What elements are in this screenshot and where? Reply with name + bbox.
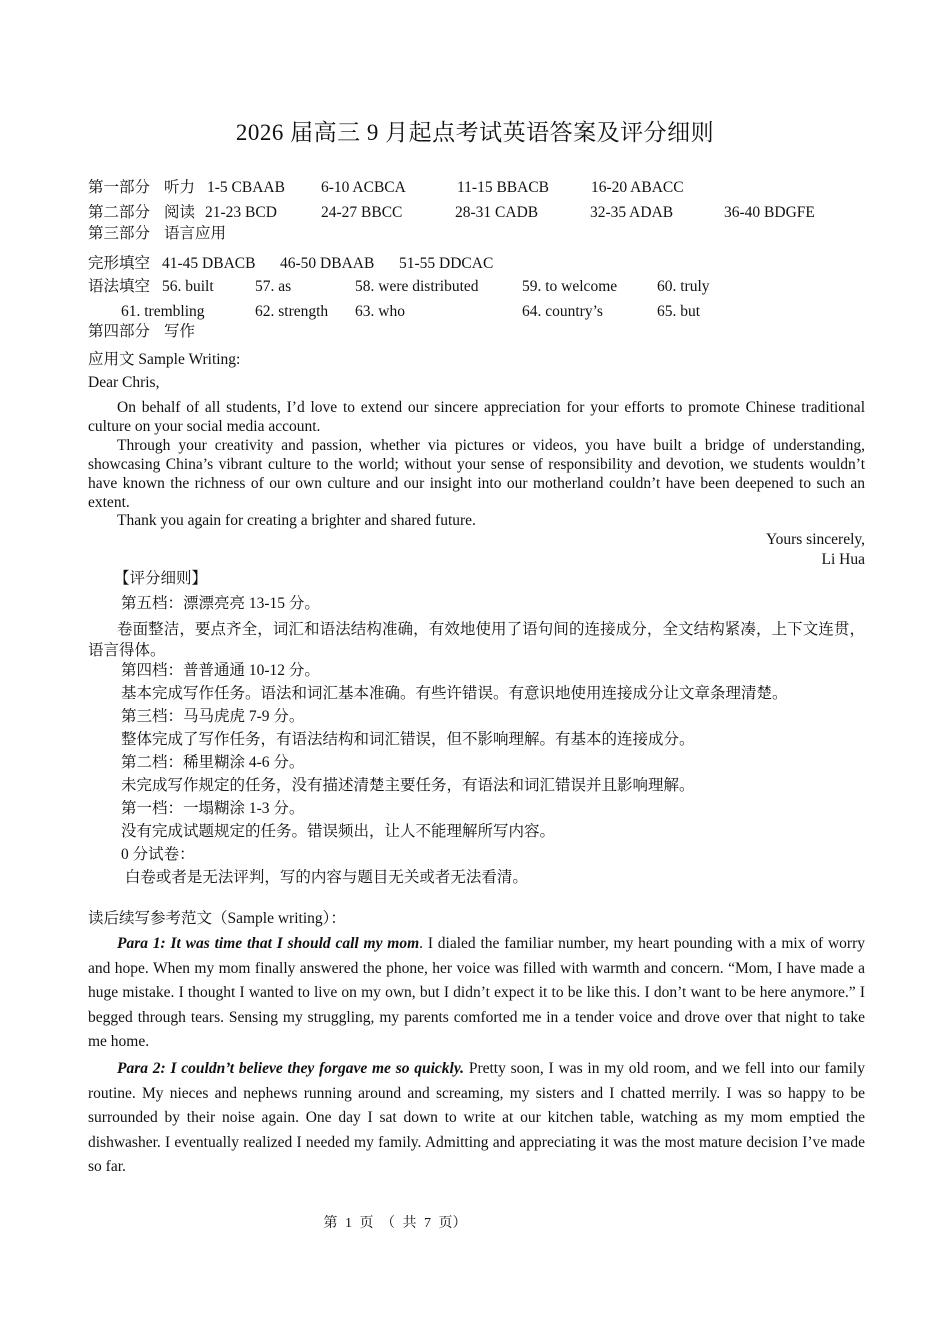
- grammar-answer: 56. built: [162, 278, 214, 295]
- letter-closing: Yours sincerely,: [765, 531, 865, 548]
- grammar-answer: 61. trembling: [121, 303, 205, 320]
- grammar-answer: 65. but: [657, 303, 701, 320]
- rubric-heading: 【评分细则】: [114, 570, 208, 587]
- rubric-description: 整体完成了写作任务，有语法结构和词汇错误，但不影响理解。有基本的连接成分。: [121, 731, 695, 748]
- rubric-level: 第五档：漂漂亮亮 13-15 分。: [121, 595, 320, 612]
- part4-section: 写作: [164, 323, 196, 340]
- page-title: 2026 届高三 9 月起点考试英语答案及评分细则: [235, 120, 715, 145]
- answer-group: 28-31 CADB: [455, 204, 539, 221]
- answer-group: 41-45 DBACB: [162, 255, 256, 272]
- letter-paragraph: Thank you again for creating a brighter and shared future.: [117, 512, 476, 529]
- continuation-heading: 读后续写参考范文（Sample writing）：: [88, 910, 346, 927]
- grammar-answer: 58. were distributed: [355, 278, 479, 295]
- rubric-description: 未完成写作规定的任务，没有描述清楚主要任务，有语法和词汇错误并且影响理解。: [121, 777, 695, 794]
- cloze-label: 完形填空: [88, 255, 151, 272]
- grammar-label: 语法填空: [88, 278, 151, 295]
- rubric-description: 卷面整洁，要点齐全，词汇和语法结构准确，有效地使用了语句间的连接成分，全文结构紧凑，上下文连贯，语言得体。: [88, 621, 865, 659]
- rubric-level: 第一档：一塌糊涂 1-3 分。: [121, 800, 305, 817]
- grammar-answer: 64. country’s: [522, 303, 603, 320]
- rubric-level: 第三档：马马虎虎 7-9 分。: [121, 708, 305, 725]
- answer-group: 51-55 DDCAC: [399, 255, 494, 272]
- grammar-answer: 59. to welcome: [522, 278, 618, 295]
- grammar-answer: 60. truly: [657, 278, 710, 295]
- paragraph-text: . I dialed the familiar number, my heart pounding with a mix of worry and hope. When my mom finally answered the phone, her voice was filled with warmth and concern. “Mom, I have made a huge mistake. I thought I wanted to live on my own, but I didn’t expect it to be like this. I don’t want to be here anymore.” I begged through tears. Sensing my struggling, my parents comforted me in a tender voice and drove over that night to take me home.: [88, 935, 865, 1050]
- rubric-description: 基本完成写作任务。语法和词汇基本准确。有些许错误。有意识地使用连接成分让文章条理清楚。: [121, 685, 788, 702]
- grammar-answer: 63. who: [355, 303, 405, 320]
- part1-section: 听力: [164, 179, 196, 196]
- grammar-answer: 62. strength: [255, 303, 329, 320]
- letter-greeting: Dear Chris,: [88, 374, 160, 391]
- letter-paragraph: Through your creativity and passion, whether via pictures or videos, you have built a bridge of understanding, showcasing China’s vibrant culture to the world; without your sense of responsibility and devotion, we students wouldn’t have known the richness of our own culture and our insight into our motherland couldn’t have been deepened to such an extent.: [88, 437, 865, 511]
- rubric-description: 没有完成试题规定的任务。错误频出，让人不能理解所写内容。: [121, 823, 556, 840]
- answer-group: 1-5 CBAAB: [207, 179, 285, 196]
- page-footer: 第 1 页 （ 共 7 页）: [323, 1216, 467, 1231]
- part4-label: 第四部分: [88, 323, 151, 340]
- part2-label: 第二部分: [88, 204, 151, 221]
- letter-signature: Li Hua: [821, 551, 865, 568]
- rubric-description: 白卷或者是无法评判，写的内容与题目无关或者无法看清。: [121, 869, 528, 886]
- part1-label: 第一部分: [88, 179, 151, 196]
- part2-section: 阅读: [164, 204, 196, 221]
- paragraph-text: Pretty soon, I was in my old room, and we fell into our family routine. My nieces and nephews running around and screaming, my sisters and I chatted merrily. I was so happy to be surrounded by their noise again. One day I sat down to write at our kitchen table, watching as my mom emptied the dishwasher. I eventually realized I needed my family. Admitting and appreciating it was the most mature decision I’ve made so far.: [88, 1060, 865, 1175]
- answer-group: 46-50 DBAAB: [280, 255, 375, 272]
- practical-heading: 应用文 Sample Writing:: [88, 351, 241, 368]
- sample-paragraph-1: [88, 932, 865, 1055]
- rubric-level: 0 分试卷：: [121, 846, 195, 863]
- grammar-answer: 57. as: [255, 278, 292, 295]
- answer-group: 32-35 ADAB: [590, 204, 674, 221]
- rubric-level: 第二档：稀里糊涂 4-6 分。: [121, 754, 305, 771]
- answer-group: 11-15 BBACB: [457, 179, 550, 196]
- answer-group: 6-10 ACBCA: [321, 179, 406, 196]
- answer-group: 24-27 BBCC: [321, 204, 403, 221]
- rubric-level: 第四档：普普通通 10-12 分。: [121, 662, 320, 679]
- answer-group: 21-23 BCD: [205, 204, 277, 221]
- paragraph-title: Para 2: I couldn’t believe they forgave me so quickly.: [117, 1060, 465, 1077]
- part3-section: 语言应用: [164, 225, 227, 242]
- letter-paragraph: On behalf of all students, I’d love to extend our sincere appreciation for your efforts to promote Chinese traditional culture on your social media account.: [88, 399, 865, 435]
- paragraph-title: Para 1: It was time that I should call my mom: [117, 935, 420, 952]
- answer-group: 36-40 BDGFE: [724, 204, 815, 221]
- sample-paragraph-2: [88, 1057, 865, 1180]
- part3-label: 第三部分: [88, 225, 151, 242]
- answer-group: 16-20 ABACC: [591, 179, 684, 196]
